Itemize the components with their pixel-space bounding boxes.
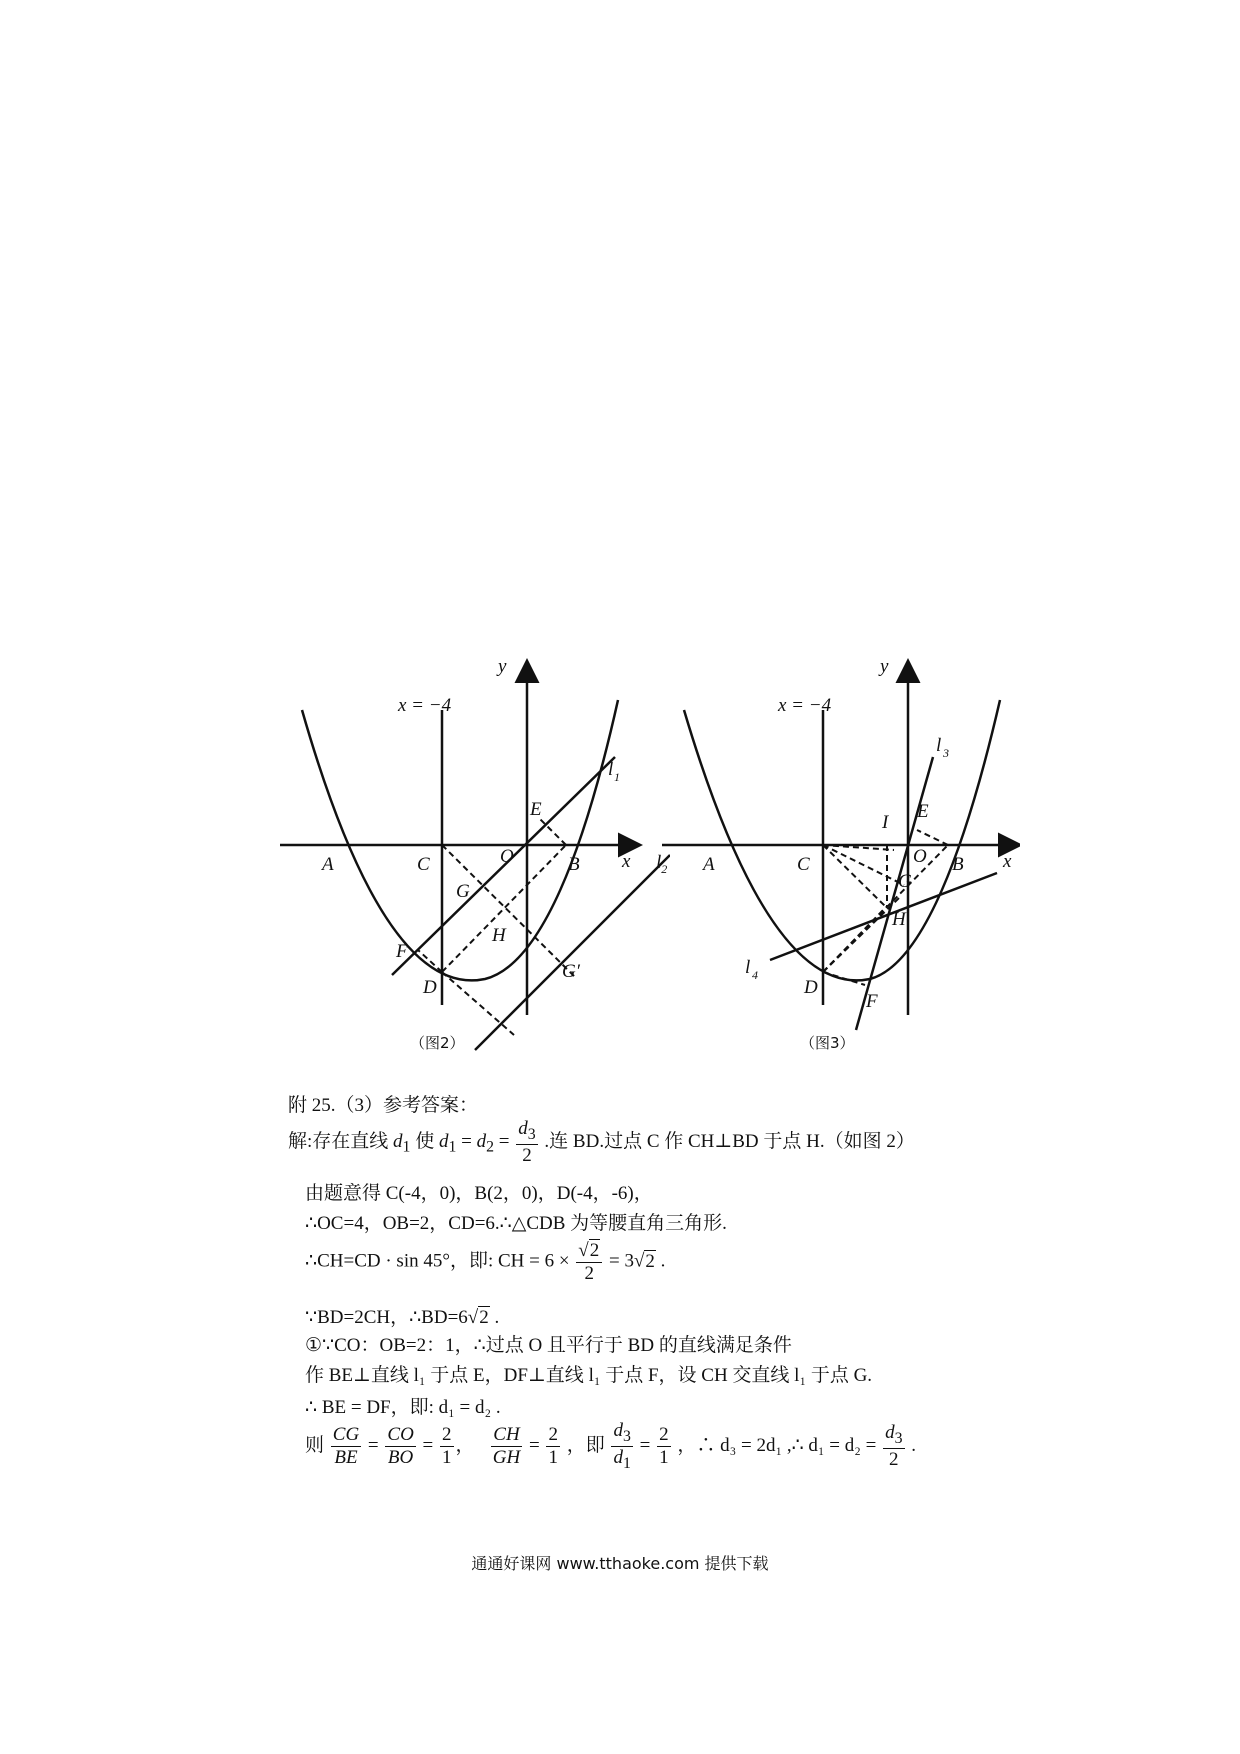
line-l2 [475, 855, 670, 1050]
point-D: D [804, 977, 818, 998]
solution-line-6: ①∵CO：OB=2：1，∴过点 O 且平行于 BD 的直线满足条件 [305, 1335, 792, 1356]
axis-y-label: y [880, 656, 889, 677]
line-l2-label: $l_2$ [656, 852, 668, 876]
point-B: B [952, 854, 964, 875]
line-l4-sub: 4 [752, 968, 758, 982]
segment-BD [823, 845, 948, 972]
point-D: D [423, 977, 437, 998]
point-F: F [396, 941, 408, 962]
axis-y-label: y [498, 656, 507, 677]
point-O: O [913, 846, 927, 867]
line-l3-label: l [936, 735, 942, 756]
line-l1-label: l [608, 759, 614, 780]
segment-BE [917, 830, 948, 845]
segment-CH [823, 845, 886, 907]
line-l1-sub: 1 [614, 770, 620, 784]
parabola [302, 700, 618, 980]
point-F: F [866, 991, 878, 1012]
line-l3-sub: 3 [943, 746, 949, 760]
line-l3 [856, 757, 933, 1030]
point-A: A [703, 854, 715, 875]
segment-BE [538, 817, 566, 845]
point-O: O [500, 846, 514, 867]
axis-x-label: x [1003, 851, 1012, 872]
axis-x-label: x [622, 851, 631, 872]
figure-3-caption: （图3） [800, 1034, 855, 1052]
point-A: A [322, 854, 334, 875]
point-B: B [568, 854, 580, 875]
solution-line-1: 解:存在直线 $d_1$ 使 $d_1 = d_2$ = $\frac{d_3}{2}$ .连 BD.过点 C 作 CH⊥BD 于点 H.（如图 2） [288, 1118, 915, 1166]
solution-heading: 附 25.（3）参考答案： [288, 1095, 479, 1116]
point-E: E [917, 801, 929, 822]
x-eq-label: x = −4 [778, 695, 832, 716]
solution-line-8: ∴ BE = DF，即: d₁ = d₂ . [305, 1397, 501, 1418]
segment-CG [823, 845, 904, 885]
solution-line-2: 由题意得 C(-4，0)，B(2，0)，D(-4，-6)， [305, 1183, 653, 1204]
point-E: E [530, 799, 542, 820]
figure-2-svg [270, 655, 670, 1055]
segment-D-perp-l2 [442, 972, 514, 1035]
point-G: G [898, 871, 912, 892]
parabola [684, 700, 1000, 980]
solution-line-9: 则 $\frac{CG}{BE}$ = $\frac{CO}{BO}$ = $\frac{2}{1}$ ， $\frac{CH}{GH}$ = $\frac{2}{1}$ ，即 $\frac{d_3}{d_1}$ = $\frac{2}{1}$ ，∴ d₃ = 2d₁ ,∴ d₁ = d₂ = $\frac{d_3}{2}$ . [305, 1420, 917, 1472]
point-H: H [892, 909, 906, 930]
footer: 通通好课网 www.tthaoke.com 提供下载 [471, 1554, 769, 1573]
point-C: C [417, 854, 430, 875]
solution-line-7: 作 BE⊥直线 l₁ 于点 E，DF⊥直线 l₁ 于点 F，设 CH 交直线 l₁ 于点 G. [305, 1365, 873, 1386]
point-G: G [456, 881, 470, 902]
point-H: H [492, 925, 506, 946]
figure-3-svg [660, 655, 1020, 1055]
line-l4 [770, 873, 997, 960]
point-I: I [882, 812, 889, 833]
line-l4-label: l [745, 957, 751, 978]
figure-2 [270, 655, 670, 1055]
figure-2-caption: （图2） [410, 1034, 465, 1052]
solution-line-5: ∵BD=2CH，∴BD=6√2 . [305, 1307, 500, 1328]
x-eq-label: x = −4 [398, 695, 452, 716]
point-G-prime: G′ [562, 961, 580, 982]
solution-line-4: ∴CH=CD · sin 45°，即: CH = 6 × $\frac{√2}{2}$ = 3√2 . [305, 1240, 666, 1284]
point-C: C [797, 854, 810, 875]
figure-3 [660, 655, 1020, 1055]
solution-line-3: ∴OC=4，OB=2，CD=6.∴△CDB 为等腰直角三角形. [305, 1213, 727, 1234]
